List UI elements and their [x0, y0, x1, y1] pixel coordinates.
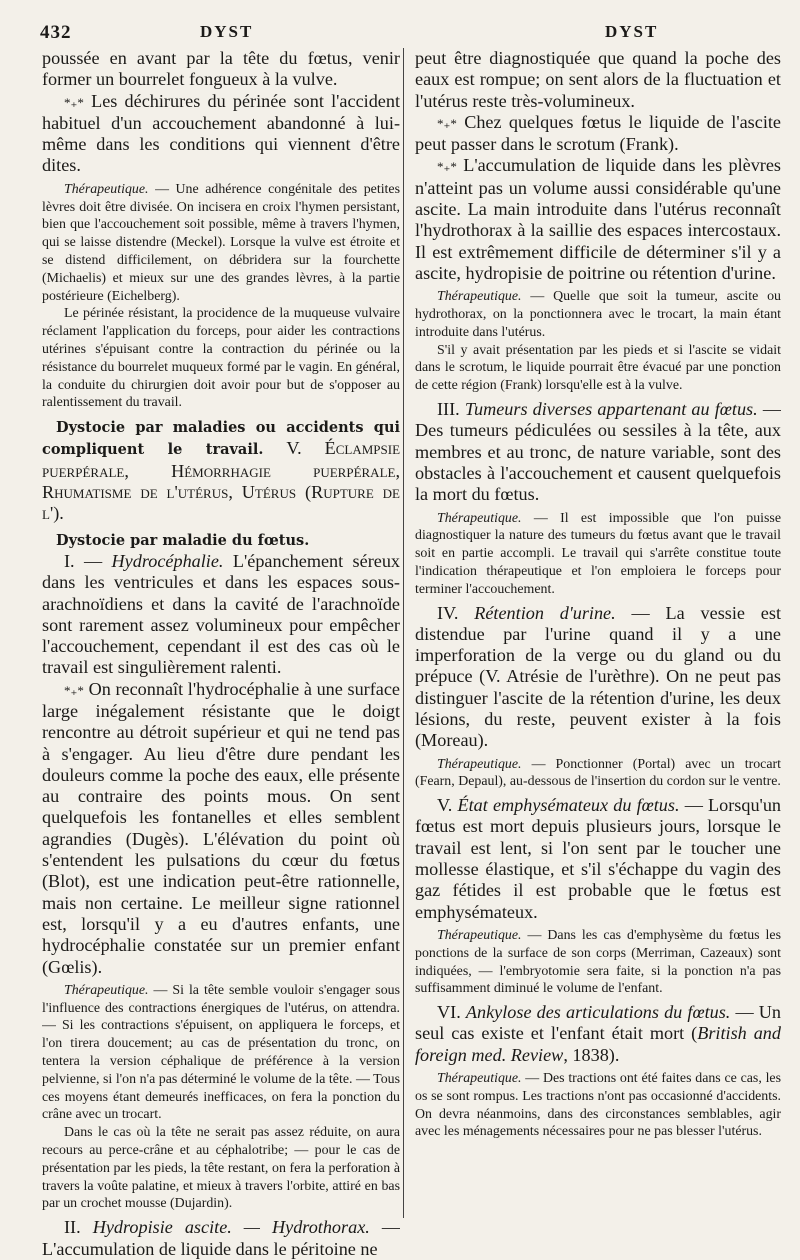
section-heading: [42, 529, 400, 551]
paragraph-text: — Il est impossible que l'on puisse diagnostiquer la nature des tumeurs du fœtus avant que le travail soit en partie accompli. Le travail qui s'arrête constitue toute l'indication thérapeutique et l'on emploiera le forceps pour terminer l'accouchement.: [415, 510, 781, 597]
paragraph-text: L'épanchement séreux dans les ventricules et dans les espaces sous-arachnoïdiens et dans la cavité de l'arachnoïde sont rarement assez volumineux pour empêcher l'accouchement, cependant il est des cas où le travail est singulièrement ralenti.: [42, 550, 400, 678]
asterism-icon: *₊*: [437, 115, 457, 131]
subsection-title: Rétention d'urine.: [474, 602, 616, 623]
paragraph-text: — Des tumeurs pédiculées ou sessiles à la tête, aux membres et au tronc, de nature variable, sont des obstacles à l'accouchement et causent quelquefois la mort du fœtus.: [415, 399, 781, 505]
subsection-title: Ankylose des articulations du fœtus.: [465, 1002, 731, 1023]
paragraph: peut être diagnostiquée que quand la poche des eaux est rompue; on sent alors de la fluctuation et l'utérus reste très-volumineux.: [415, 48, 781, 111]
paragraph: [415, 155, 781, 284]
running-head-left: DYST: [200, 22, 254, 41]
paragraph-text: — Lorsqu'un fœtus est mort depuis plusieurs jours, lorsque le travail est lent, si l'on sent par le toucher une mollesse élastique, et s'il s'échappe du vagin des gaz fétides il est probable que le fœtus est emphysémateux.: [415, 795, 781, 922]
subsection-number: VI.: [437, 1002, 461, 1023]
therapeutics-label: Thérapeutique.: [437, 756, 522, 772]
heading-title: Dystocie par maladies ou accidents qui compliquent le travail.: [42, 419, 400, 459]
heading-title: Dystocie par maladie du fœtus.: [56, 531, 310, 549]
left-column: [42, 48, 400, 1260]
paragraph-text: L'accumulation de liquide dans les plèvres n'atteint pas un volume aussi considérable qu'une ascite. La main introduite dans l'utérus reconnaît l'hydrothorax à la saillie des espaces intercostaux. Il est extrêmement difficile de déterminer s'il y a ascite, hydropisie de poitrine ou rétention d'urine.: [415, 155, 781, 283]
therapeutics-label: Thérapeutique.: [64, 982, 149, 998]
subsection-title: Hydropisie ascite. — Hydrothorax.: [92, 1217, 370, 1238]
paragraph: [42, 679, 400, 978]
therapeutics-paragraph: [415, 510, 781, 599]
paragraph: S'il y avait présentation par les pieds et si l'ascite se vidait dans le scrotum, le liquide pourrait être évacué par une ponction de cette région (Frank) lorsqu'elle est à la vulve.: [415, 342, 781, 394]
paragraph-text: — Des tractions ont été faites dans ce cas, les os se sont rompus. Les tractions n'ont pas occasionné d'accidents. On devra néanmoins, dans des circonstances semblables, agir avec les ménagements nécessaires pour ne pas blesser l'utérus.: [415, 1071, 781, 1140]
asterism-icon: *₊*: [64, 94, 84, 110]
subsection: [415, 1002, 781, 1066]
paragraph-text: — Une adhérence congénitale des petites lèvres doit être divisée. On incisera en croix l'hymen persistant, bien que l'accouchement soit possible, même à travers l'hymen, qui se laisse distendre (Meckel). Lorsque la vulve est étroite et se distend difficilement, on débridera sur la fourchette (Michaelis) et mieux sur une des grandes lèvres, à la partie postérieure (Eichelberg).: [42, 181, 400, 304]
therapeutics-paragraph: [415, 756, 781, 792]
paragraph: Dans le cas où la tête ne serait pas assez réduite, on aura recours au perce-crâne et au céphalotribe; — pour le cas de présentation par les pieds, la tête restant, on fera la perforation à travers la voûte palatine, et mieux à travers l'orbite, attiré en bas par un crochet mousse (Dujardin).: [42, 1125, 400, 1212]
asterism-icon: *₊*: [64, 682, 84, 698]
therapeutics-paragraph: [42, 982, 400, 1124]
page-number: 432: [40, 22, 72, 43]
therapeutics-paragraph: [42, 181, 400, 306]
subsection-number: I. —: [64, 550, 103, 571]
paragraph: [415, 112, 781, 156]
subsection: [415, 399, 781, 505]
paragraph-text: — La vessie est distendue par l'urine quand il y a une imperforation de la verge ou du gland ou du prépuce (V. Atrésie de l'urèthre). On ne peut pas distinguer l'ascite de la rétention d'urine, les deux lésions, du reste, peuvent exister à la fois (Moreau).: [415, 602, 781, 751]
paragraph-text: On reconnaît l'hydrocéphalie à une surface large inégalement résistante que le doigt rencontre au détroit supérieur et qui ne tend pas à s'engager. Au lieu d'être dure pendant les douleurs comme la poche des eaux, elle présente au contraire des points mous. On sent quelquefois les fontanelles et elles semblent agrandies (Dugès). L'élévation du point où s'entendent les pulsations du cœur du fœtus (Blot), est une indication peut-être rationnelle, mais non certaine. Le meilleur signe rationnel est, lorsqu'il y a eu d'autres enfants, une hydrocéphalie constatée sur un premier enfant (Gœlis).: [42, 678, 400, 977]
paragraph-text: Les déchirures du périnée sont l'accident habituel d'un accouchement abandonné à lui-même dans les conditions qui viennent d'être dites.: [42, 90, 400, 176]
paragraph-text: — Un seul cas existe et l'enfant était mort (: [415, 1002, 781, 1044]
cross-reference: V. Éclampsie puerpérale, Hémorrhagie puerpérale, Rhumatisme de l'utérus, Utérus (Rupture de l').: [42, 438, 400, 524]
citation: British and foreign med. Review: [415, 1023, 781, 1065]
subsection-number: III.: [437, 399, 460, 420]
page-header: [40, 22, 782, 46]
therapeutics-label: Thérapeutique.: [437, 510, 522, 526]
paragraph-text: — Si la tête semble vouloir s'engager sous l'influence des contractions énergiques de l'utérus, on attendra. — Si les contractions s'épuisent, on appliquera le forceps, et l'on tirera doucement; au cas de présentation du tronc, on tentera la version céphalique de préférence à la version pelvienne, si l'on n'a pas déterminé le volume de la tête. — Tous ces moyens étant demeurés inefficaces, on fera la ponction du crâne avec un trocart.: [42, 982, 400, 1123]
paragraph: Le périnée résistant, la procidence de la muqueuse vulvaire réclament l'application du forceps, pour aider les contractions utérines s'épuisant contre la contraction du périnée ou la résistance du bourrelet muqueux formé par le vagin. En général, la conduite du chirurgien doit avoir pour but de s'opposer au ralentissement du travail.: [42, 306, 400, 411]
paragraph-text: — Quelle que soit la tumeur, ascite ou hydrothorax, on la ponctionnera avec le trocart, la main étant introduite dans l'utérus.: [415, 289, 781, 340]
paragraph-text: — Ponctionner (Portal) avec un trocart (Fearn, Depaul), au-dessous de l'insertion du cordon sur le ventre.: [415, 756, 781, 790]
subsection: [42, 551, 400, 679]
paragraph-text: — L'accumulation de liquide dans le péritoine ne: [42, 1217, 400, 1259]
subsection-number: IV.: [437, 602, 459, 623]
subsection: [415, 603, 781, 752]
therapeutics-label: Thérapeutique.: [64, 181, 149, 197]
section-heading: [42, 416, 400, 524]
therapeutics-label: Thérapeutique.: [437, 289, 522, 305]
subsection: [42, 1217, 400, 1260]
paragraph: poussée en avant par la tête du fœtus, venir former un bourrelet fongueux à la vulve.: [42, 48, 400, 90]
subsection-title: Hydrocéphalie.: [111, 550, 224, 571]
running-head-right: DYST: [605, 22, 659, 41]
therapeutics-paragraph: [415, 288, 781, 341]
asterism-icon: *₊*: [437, 159, 457, 175]
subsection-title: État emphysémateux du fœtus.: [457, 795, 680, 816]
therapeutics-label: Thérapeutique.: [437, 1071, 522, 1087]
paragraph-text: Chez quelques fœtus le liquide de l'ascite peut passer dans le scrotum (Frank).: [415, 111, 781, 155]
therapeutics-label: Thérapeutique.: [437, 927, 522, 943]
subsection: [415, 795, 781, 923]
paragraph-text: , 1838).: [563, 1044, 620, 1065]
paragraph-text: — Dans les cas d'emphysème du fœtus les ponctions de la surface de son corps (Merriman, Cazeaux) sont indiquées, — l'embryotomie sera faite, si la ponction n'a pas suffisamment diminué le volume de l'enfant.: [415, 927, 781, 997]
paragraph: [42, 91, 400, 177]
subsection-number: II.: [64, 1217, 81, 1238]
therapeutics-paragraph: [415, 1070, 781, 1141]
column-divider: [403, 48, 404, 1218]
right-column: [415, 48, 781, 1141]
therapeutics-paragraph: [415, 927, 781, 998]
subsection-title: Tumeurs diverses appartenant au fœtus.: [464, 399, 758, 420]
subsection-number: V.: [437, 795, 453, 816]
